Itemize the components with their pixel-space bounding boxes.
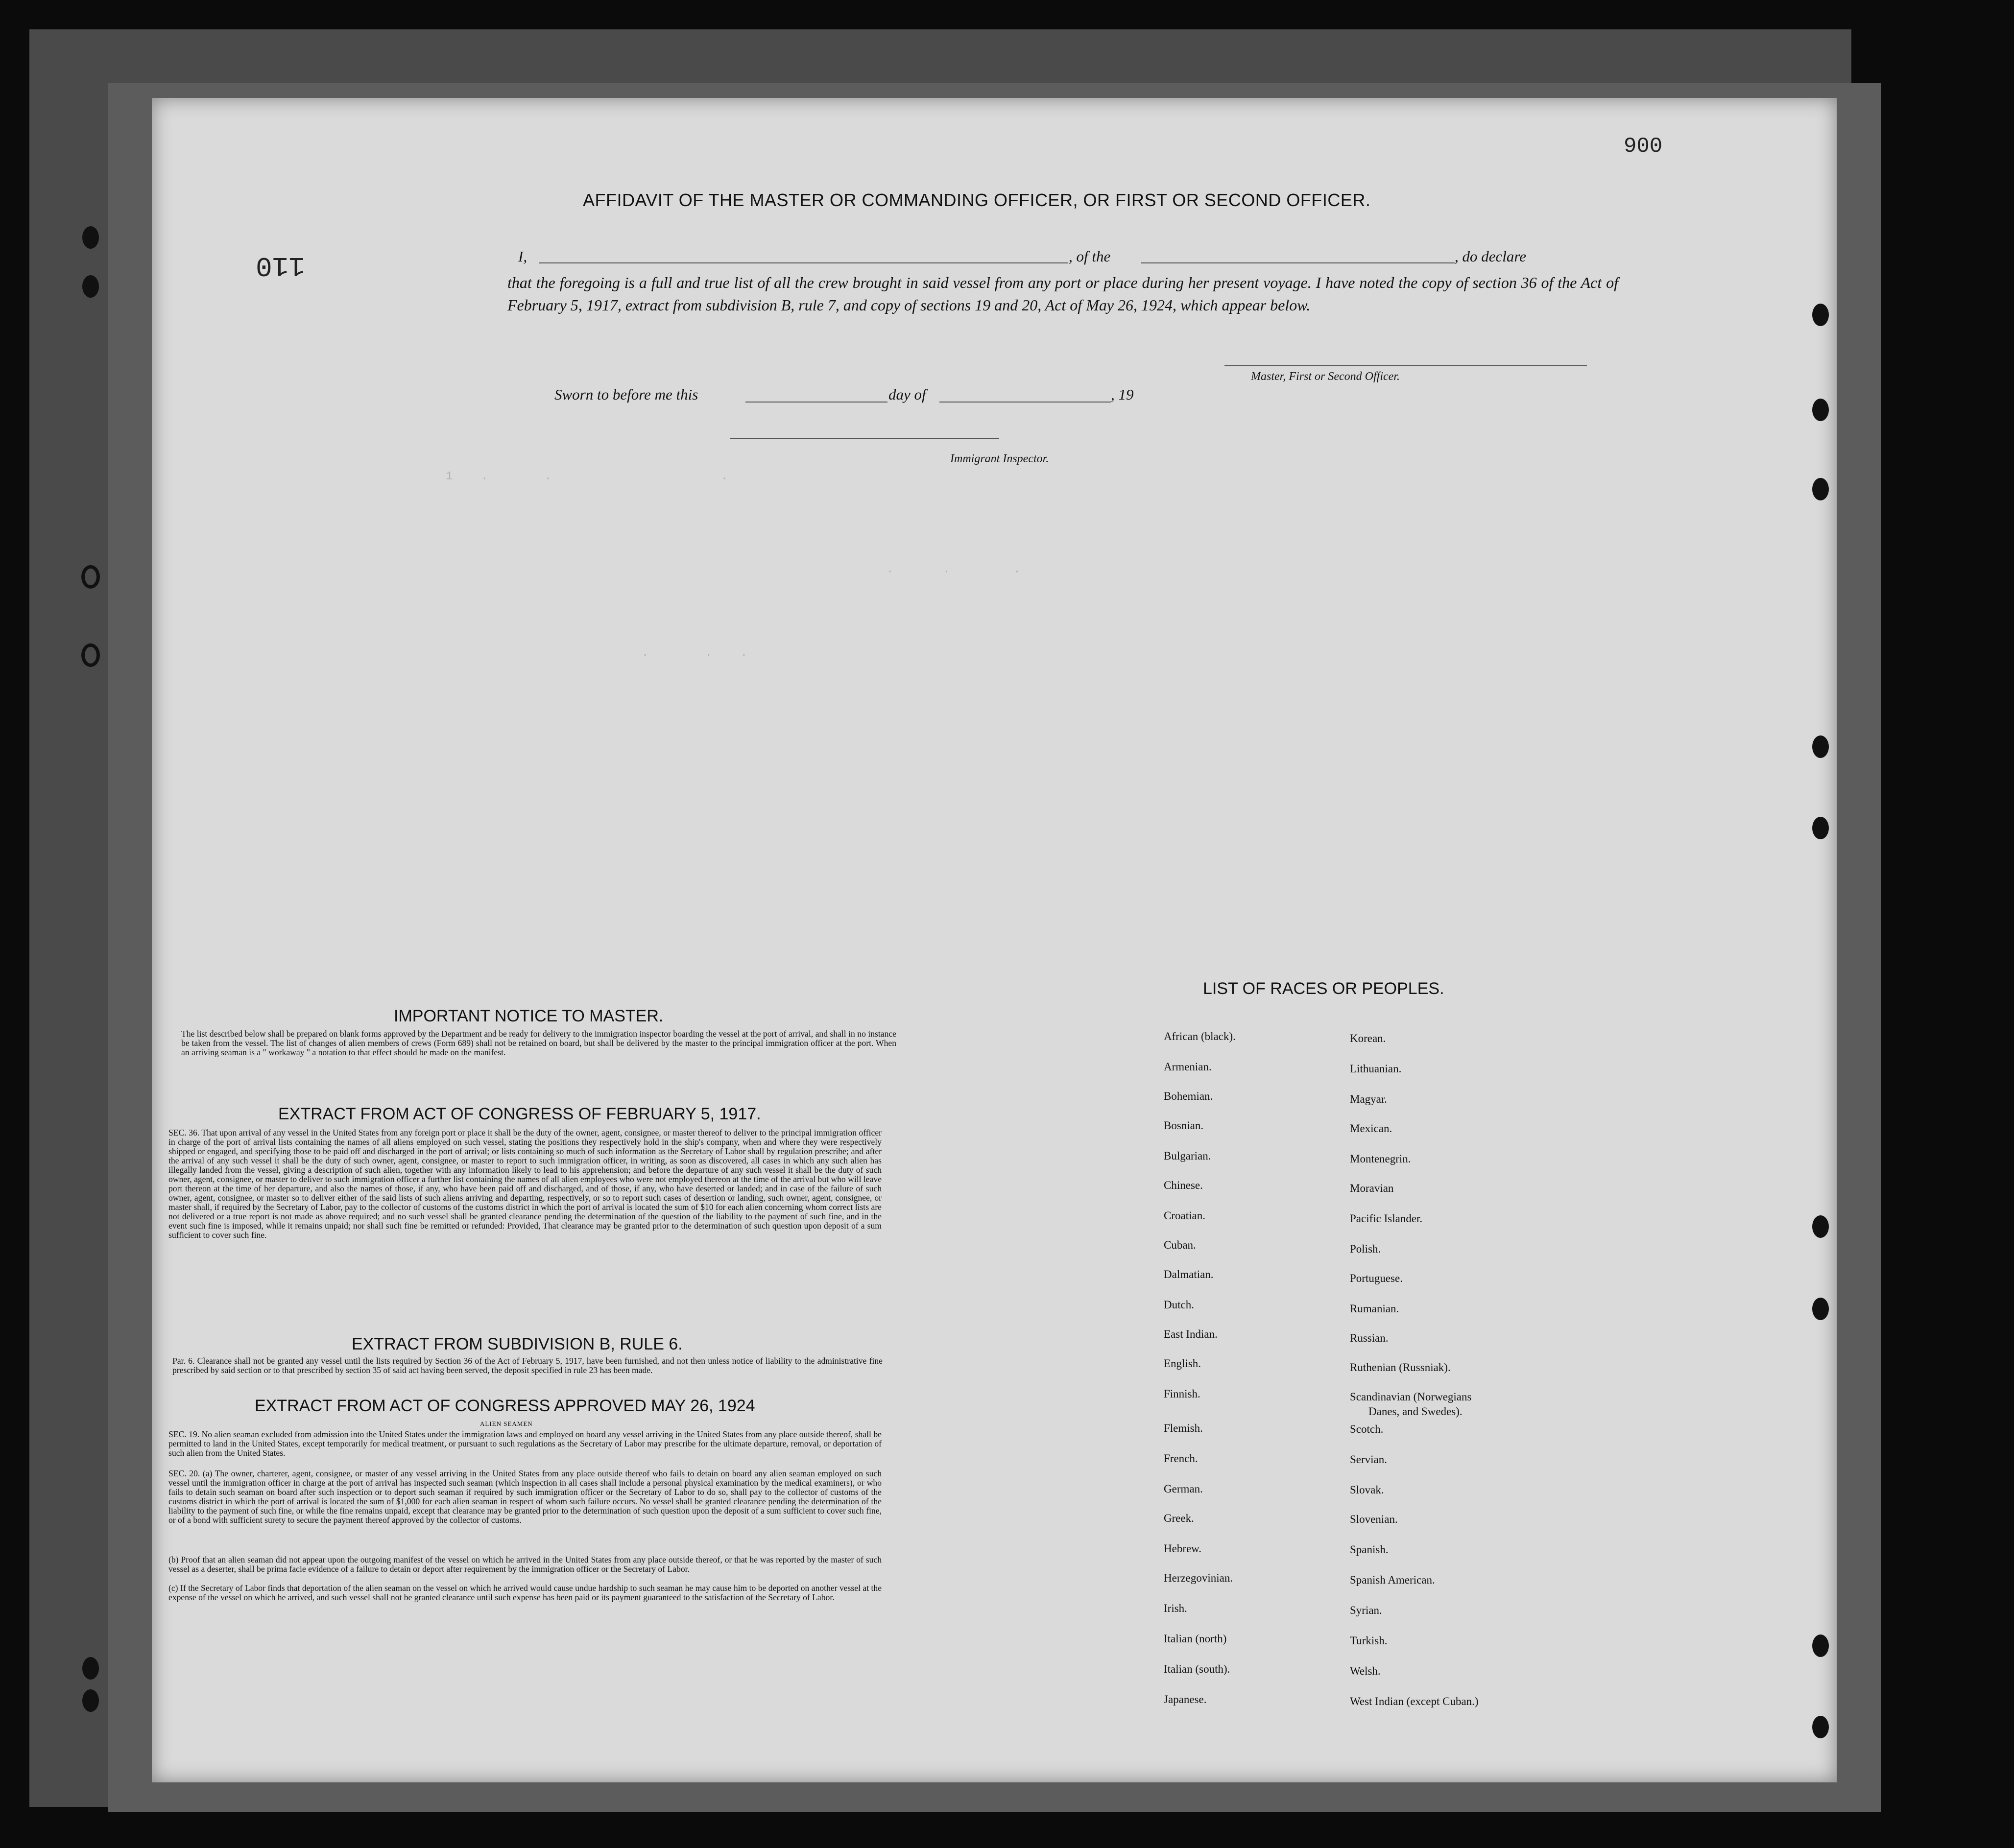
race-item: Servian. (1350, 1453, 1388, 1466)
sworn-day-blank (745, 402, 887, 403)
race-item: Russian. (1350, 1332, 1389, 1344)
race-item: Spanish. (1350, 1543, 1389, 1556)
race-item: Slovak. (1350, 1484, 1384, 1496)
master-signature-line (1224, 365, 1587, 366)
race-item: Bohemian. (1164, 1090, 1213, 1102)
bleed-through-row: 1 . . . (446, 470, 728, 483)
name-blank (539, 262, 1068, 263)
race-item: Magyar. (1350, 1093, 1388, 1105)
race-item: Italian (south). (1164, 1663, 1230, 1675)
race-item: Italian (north) (1164, 1633, 1227, 1645)
extract-1917-title: EXTRACT FROM ACT OF CONGRESS OF FEBRUARY 5, 1917. (278, 1105, 761, 1123)
page-number-mark: 110 (256, 250, 305, 281)
affidavit-title: AFFIDAVIT OF THE MASTER OR COMMANDING OFFICER, OR FIRST OR SECOND OFFICER. (583, 190, 1371, 210)
punch-hole (82, 1689, 99, 1712)
sworn-day-of: day of (888, 386, 926, 403)
race-item: Slovenian. (1350, 1513, 1398, 1525)
race-item: Armenian. (1164, 1061, 1212, 1073)
race-item: German. (1164, 1483, 1203, 1495)
punch-hole (1812, 478, 1829, 500)
affidavit-do-declare: , do declare (1455, 248, 1527, 265)
race-item: Dutch. (1164, 1299, 1194, 1311)
punch-hole (82, 1657, 99, 1680)
races-title: LIST OF RACES OR PEOPLES. (1203, 979, 1444, 998)
race-item: Korean. (1350, 1032, 1386, 1044)
race-item: Hebrew. (1164, 1542, 1202, 1555)
race-item: Chinese. (1164, 1179, 1203, 1191)
affidavit-i: I, (518, 248, 527, 265)
race-item: Mexican. (1350, 1122, 1392, 1135)
race-item: Dalmatian. (1164, 1268, 1214, 1280)
affidavit-of-the: , of the (1069, 248, 1111, 265)
race-item: French. (1164, 1452, 1198, 1465)
race-item: Danes, and Swedes). (1368, 1405, 1463, 1418)
race-item: Greek. (1164, 1512, 1194, 1524)
notice-title: IMPORTANT NOTICE TO MASTER. (394, 1007, 664, 1025)
vessel-blank (1141, 262, 1455, 263)
race-item: Turkish. (1350, 1635, 1388, 1647)
race-item: East Indian. (1164, 1328, 1218, 1340)
sworn-year: , 19 (1111, 386, 1134, 403)
race-item: Croatian. (1164, 1209, 1205, 1222)
punch-hole (1812, 735, 1829, 758)
bleed-through-row: . . . (642, 646, 748, 660)
race-item: Polish. (1350, 1243, 1381, 1255)
race-item: West Indian (except Cuban.) (1350, 1695, 1479, 1707)
race-item: Spanish American. (1350, 1574, 1435, 1586)
extract-1917-text: SEC. 36. That upon arrival of any vessel in the United States from any foreign port or place it shall be the duty of the owner, agent, consignee, or master thereof to deliver to the principal immigration officer in charge of the port of arrival lists containing the names of all aliens employed on such vessel, stating the positions they respectively hold in the ship's company, when and where they were respectively shipped or engaged, and specifying those to be paid off and discharged in the port of arrival; or lists containing so much of such information as the Secretary of Labor shall by regulation prescribe; and after the arrival of any such vessel it shall be the duty of such owner, agent, consignee, or master to report to such immigration officer, in writing, as soon as discovered, all cases in which any such alien has illegally landed from the vessel, giving a description of such alien, together with any information likely to lead to his apprehension; and before the departure of any such vessel it shall be the duty of such owner, agent, consignee, or master to deliver to such immigration officer a further list containing the names of all alien employees who were not employed thereon at the time of the arrival but who will leave port thereon at the time of her departure, and also the names of those, if any, who have been paid off and discharged, and of those, if any, who have deserted or landed; and in case of the failure of such owner, agent, consignee, or master so to deliver either of the said lists of such aliens arriving and departing, respectively, or so to report such cases of desertion or landing, such owner, agent, consignee, or master shall, if required by the Secretary of Labor, pay to the collector of customs of the customs district in which the port of arrival is located the sum of $10 for each alien concerning whom correct lists are not delivered or a true report is not made as above required; and no such vessel shall be granted clearance pending the determination of the question of the liability to the payment of such fine, and in the event such fine is imposed, while it remains unpaid; nor shall such fine be remitted or refunded: Provided, That clearance may be granted prior to the determination of such question upon deposit of a sum sufficient to cover such fine. (168, 1128, 882, 1240)
master-signature-label: Master, First or Second Officer. (1251, 370, 1400, 383)
race-item: Flemish. (1164, 1422, 1203, 1434)
punch-hole (1812, 1298, 1829, 1320)
inspector-label: Immigrant Inspector. (950, 452, 1049, 465)
affidavit-body: that the foregoing is a full and true list of all the crew brought in said vessel from any port or place during her present voyage. I have noted the copy of section 36 of the Act of February 5, 1917, extract from subdivision B, rule 7, and copy of sections 19 and 20, Act of May 26, 1924, which appear below. (507, 274, 1618, 314)
sworn-prefix: Sworn to before me this (554, 386, 698, 403)
race-item: Irish. (1164, 1602, 1187, 1614)
inspector-signature-line (730, 438, 999, 439)
extract-1924-sec20c: (c) If the Secretary of Labor finds that deportation of the alien seaman on the vessel on which he arrived would cause undue hardship to such seaman he may cause him to be deported on another vessel at the expense of the vessel on which he arrived, and such vessel shall not be granted clearance until such expense has been paid or its payment guaranteed to the satisfaction of the Secretary of Labor. (168, 1583, 882, 1602)
extract-1924-subtitle: ALIEN SEAMEN (480, 1420, 533, 1427)
race-item: African (black). (1164, 1030, 1236, 1042)
race-item: Rumanian. (1350, 1303, 1399, 1315)
punch-hole (82, 275, 99, 298)
punch-hole (81, 643, 100, 667)
punch-hole (1812, 817, 1829, 839)
race-item: English. (1164, 1357, 1201, 1370)
extract-1924-sec20b: (b) Proof that an alien seaman did not appear upon the outgoing manifest of the vessel on which he arrived in the United States from any place outside thereof, or that he was reported by the master of such vessel as a deserter, shall be prima facie evidence of a failure to detain or deport after requirement by the immigration officer or the Secretary of Labor. (168, 1555, 882, 1574)
race-item: Portuguese. (1350, 1272, 1403, 1284)
race-item: Scandinavian (Norwegians (1350, 1391, 1472, 1403)
race-item: Finnish. (1164, 1388, 1200, 1400)
punch-hole (1812, 399, 1829, 421)
bleed-through-row: . . . (887, 563, 1021, 576)
race-item: Pacific Islander. (1350, 1212, 1423, 1225)
punch-hole (82, 226, 99, 249)
extract-1924-sec20a: SEC. 20. (a) The owner, charterer, agent, consignee, or master of any vessel arriving in the United States from any place outside thereof who fails to detain on board any alien seaman employed on such vessel until the immigration officer in charge at the port of arrival has inspected such seaman (which inspection in all cases shall include a personal physical examination by the medical examiners), or who fails to detain such seaman on board after such inspection or to deport such seaman if required by such immigration officer or the Secretary of Labor to do so, shall pay to the collector of customs of the customs district in which the port of arrival is located the sum of $1,000 for each alien seaman in respect of whom such failure occurs. No vessel shall be granted clearance pending the determination of the liability to the payment of such fine, or while the fine remains unpaid, except that clearance may be granted prior to the determination of such question upon the deposit of a sum sufficient to cover such fine, or of a bond with sufficient surety to secure the payment thereof approved by the collector of customs. (168, 1469, 882, 1525)
page-corner-mark: 900 (1624, 134, 1663, 159)
race-item: Welsh. (1350, 1665, 1381, 1677)
extract-rule6-title: EXTRACT FROM SUBDIVISION B, RULE 6. (352, 1335, 683, 1353)
document-sheet (152, 98, 1837, 1782)
race-item: Lithuanian. (1350, 1063, 1402, 1075)
punch-hole (1812, 304, 1829, 326)
notice-text: The list described below shall be prepared on blank forms approved by the Department and be ready for delivery to the immigration inspector boarding the vessel at the port of arrival, and shall in no instance be taken from the vessel. The list of changes of alien members of crews (Form 689) shall not be retained on board, but shall be delivered by the master to the principal immigration officer at the port. When an arriving seaman is a " workaway " a notation to that effect should be made on the manifest. (181, 1029, 896, 1057)
race-item: Scotch. (1350, 1423, 1384, 1435)
extract-1924-title: EXTRACT FROM ACT OF CONGRESS APPROVED MAY 26, 1924 (255, 1397, 755, 1415)
sworn-month-blank (939, 402, 1111, 403)
race-item: Herzegovinian. (1164, 1572, 1233, 1584)
race-item: Bulgarian. (1164, 1150, 1211, 1162)
punch-hole (81, 565, 100, 589)
race-item: Japanese. (1164, 1693, 1207, 1706)
punch-hole (1812, 1215, 1829, 1238)
race-item: Moravian (1350, 1182, 1394, 1194)
race-item: Ruthenian (Russniak). (1350, 1361, 1451, 1374)
race-item: Bosnian. (1164, 1119, 1204, 1132)
extract-rule6-text: Par. 6. Clearance shall not be granted any vessel until the lists required by Section 36 of the Act of February 5, 1917, have been furnished, and not then unless notice of liability to the administrative fine prescribed by said section or to that prescribed by section 35 of said act having been served, the deposit specified in rule 23 has been made. (172, 1356, 883, 1375)
extract-1924-sec19: SEC. 19. No alien seaman excluded from admission into the United States under the immigration laws and employed on board any vessel arriving in the United States from any place outside thereof, shall be permitted to land in the United States, except temporarily for medical treatment, or pursuant to such regulations as the Secretary of Labor may prescribe for the ultimate departure, removal, or deportation of such alien from the United States. (168, 1429, 882, 1458)
race-item: Cuban. (1164, 1239, 1196, 1251)
punch-hole (1812, 1716, 1829, 1738)
punch-hole (1812, 1635, 1829, 1657)
race-item: Montenegrin. (1350, 1153, 1411, 1165)
race-item: Syrian. (1350, 1604, 1382, 1616)
